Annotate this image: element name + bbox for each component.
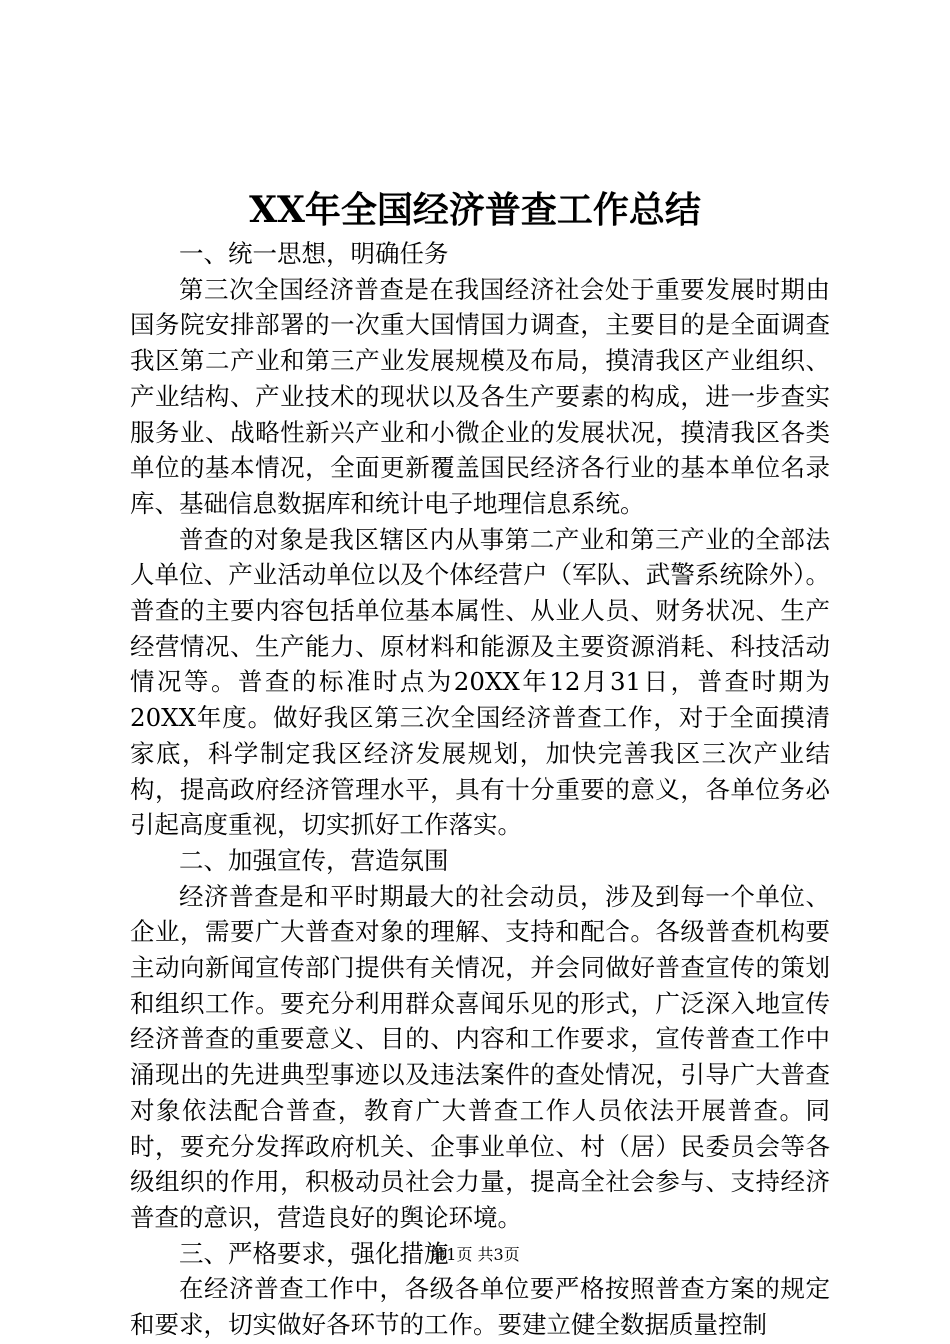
- paragraph: 经济普查是和平时期最大的社会动员，涉及到每一个单位、企业，需要广大普查对象的理解、支持和配合。各级普查机构要主动向新闻宣传部门提供有关情况，并会同做好普查宣传的策划和组织工作。要充分利用群众喜闻乐见的形式，广泛深入地宣传经济普查的重要意义、目的、内容和工作要求，宣传普查工作中涌现出的先进典型事迹以及违法案件的查处情况，引导广大普查对象依法配合普查，教育广大普查工作人员依法开展普查。同时，要充分发挥政府机关、企事业单位、村（居）民委员会等各级组织的作用，积极动员社会力量，提高全社会参与、支持经济普查的意识，营造良好的舆论环境。: [130, 881, 830, 1232]
- document-title: XX年全国经济普查工作总结: [249, 189, 701, 231]
- paragraph: 第三次全国经济普查是在我国经济社会处于重要发展时期由国务院安排部署的一次重大国情国力调查，主要目的是全面调查我区第二产业和第三产业发展规模及布局，摸清我区产业组织、产业结构、产业技术的现状以及各生产要素的构成，进一步查实服务业、战略性新兴产业和小微企业的发展状况，摸清我区各类单位的基本情况，全面更新覆盖国民经济各行业的基本单位名录库、基础信息数据库和统计电子地理信息系统。: [130, 274, 830, 518]
- page-number-footer: 第1页 共3页: [430, 1245, 520, 1264]
- paragraph: 在经济普查工作中，各级各单位要严格按照普查方案的规定和要求，切实做好各环节的工作。要建立健全数据质量控制: [130, 1274, 830, 1340]
- paragraph: 普查的对象是我区辖区内从事第二产业和第三产业的全部法人单位、产业活动单位以及个体经营户（军队、武警系统除外）。普查的主要内容包括单位基本属性、从业人员、财务状况、生产经营情况、生产能力、原材料和能源及主要资源消耗、科技活动情况等。普查的标准时点为20XX年12月31日，普查时期为20XX年度。做好我区第三次全国经济普查工作，对于全面摸清家底，科学制定我区经济发展规划，加快完善我区三次产业结构，提高政府经济管理水平，具有十分重要的意义，各单位务必引起高度重视，切实抓好工作落实。: [130, 524, 830, 840]
- section-heading-2: 二、加强宣传，营造氛围: [179, 845, 449, 875]
- document-body: [130, 236, 830, 1343]
- section-heading-3: 三、严格要求，强化措施: [179, 1238, 449, 1268]
- section-heading-1: 一、统一思想，明确任务: [179, 239, 449, 268]
